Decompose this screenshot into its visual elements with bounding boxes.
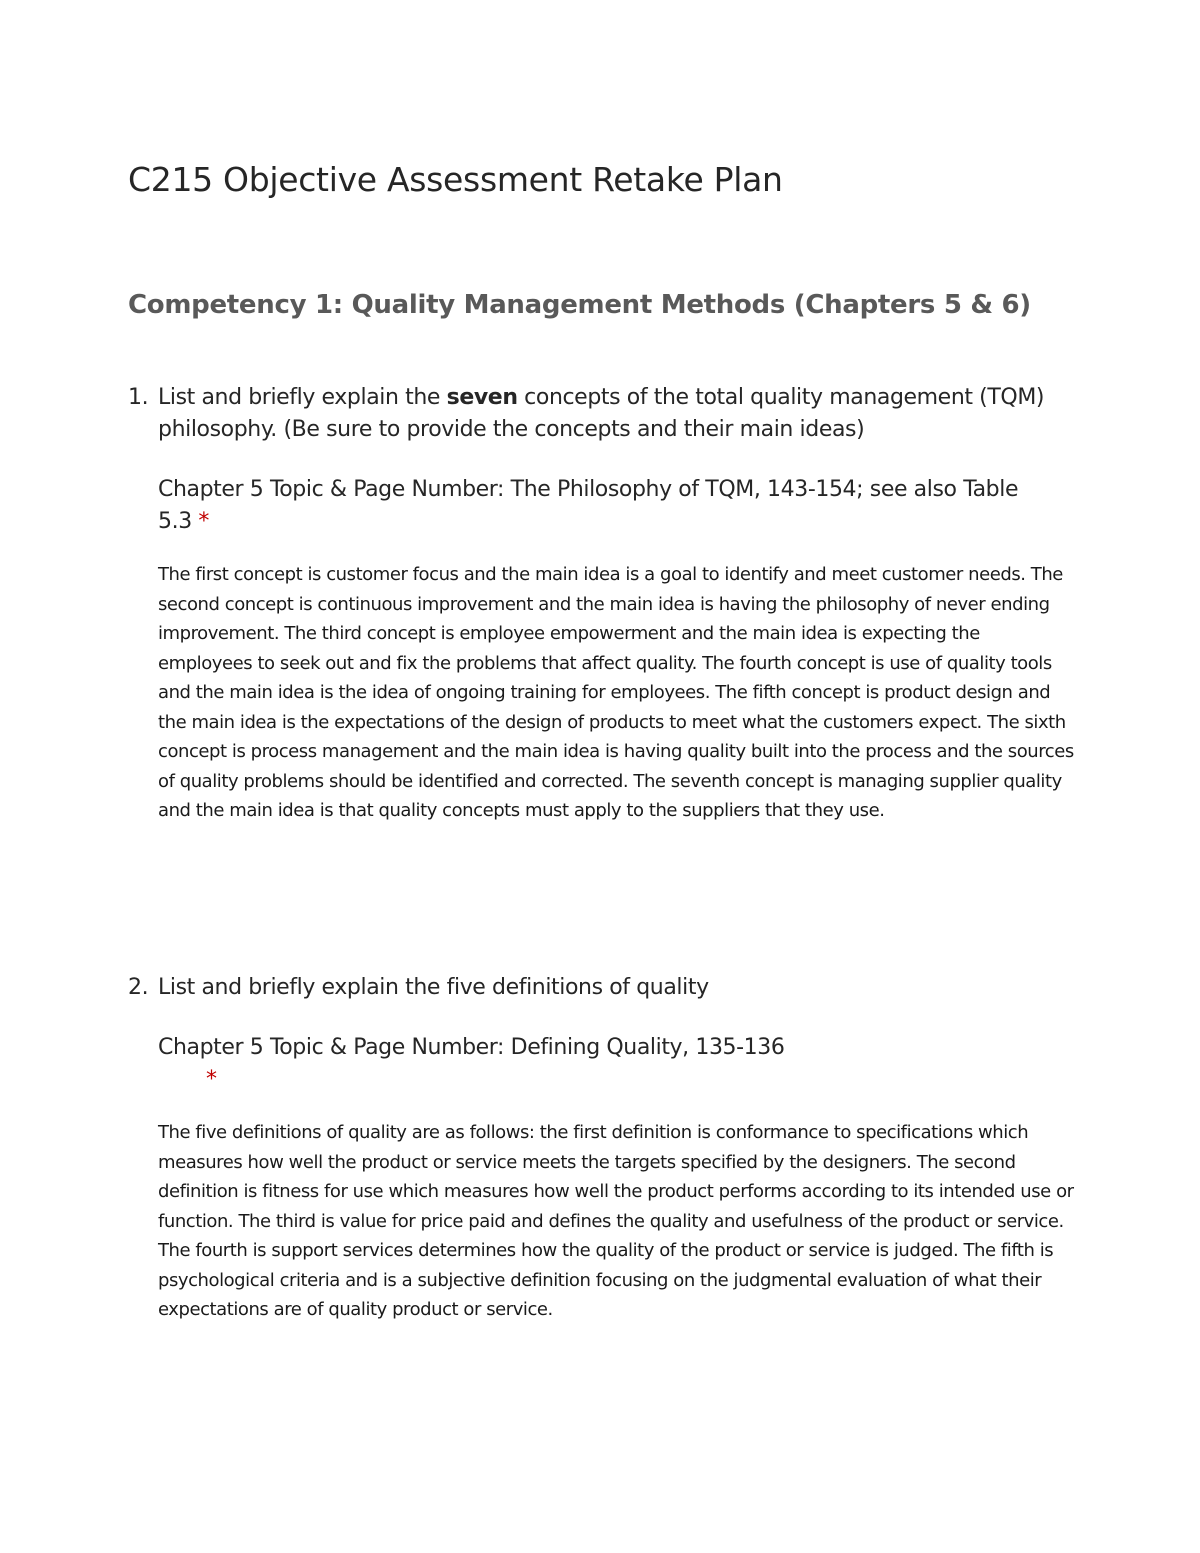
required-asterisk: * [206, 1067, 217, 1092]
question-prompt [128, 382, 1078, 414]
question-text-start: List and briefly explain the [158, 385, 447, 410]
required-asterisk: * [198, 509, 209, 534]
question-text-end: concepts of the total quality management (TQM) [517, 385, 1045, 410]
answer-paragraph: The first concept is customer focus and the main idea is a goal to identify and meet customer needs. The second concept is continuous improvement and the main idea is having the philosophy of never ending improvement. The third concept is employee empowerment and the main idea is expecting the employees to seek out and fix the problems that affect quality. The fourth concept is use of quality tools and the main idea is the idea of ongoing training for employees. The fifth concept is product design and the main idea is the expectations of the design of products to meet what the customers expect. The sixth concept is process management and the main idea is having quality built into the process and the sources of quality problems should be identified and corrected. The seventh concept is managing supplier quality and the main idea is that quality concepts must apply to the suppliers that they use. [158, 564, 1074, 821]
document-title: C215 Objective Assessment Retake Plan [128, 160, 783, 199]
competency-heading: Competency 1: Quality Management Methods (Chapters 5 & 6) [128, 290, 1031, 320]
question-1 [128, 382, 1078, 844]
question-number: 1. [128, 385, 149, 410]
question-number: 2. [128, 975, 149, 1000]
question-text-continuation: philosophy. (Be sure to provide the concepts and their main ideas) [158, 417, 865, 442]
question-prompt [128, 972, 1078, 1004]
reference-line-2-text: 5.3 [158, 509, 199, 534]
reference-line-1: Chapter 5 Topic & Page Number: The Philosophy of TQM, 143-154; see also Table [158, 477, 1019, 502]
chapter-reference [128, 474, 1078, 538]
reference-asterisk-line [158, 1064, 1078, 1096]
question-text-bold: seven [446, 385, 518, 410]
chapter-reference [128, 1032, 1078, 1096]
question-text: List and briefly explain the five definitions of quality [158, 975, 709, 1000]
reference-line-1: Chapter 5 Topic & Page Number: Defining Quality, 135-136 [158, 1035, 785, 1060]
answer-paragraph: The five definitions of quality are as follows: the first definition is conformance to specifications which measures how well the product or service meets the targets specified by the designers. The second definition is fitness for use which measures how well the product performs according to its intended use or function. The third is value for price paid and defines the quality and usefulness of the product or service. The fourth is support services determines how the quality of the product or service is judged. The fifth is psychological criteria and is a subjective definition focusing on the judgmental evaluation of what their expectations are of quality product or service. [158, 1122, 1074, 1320]
reference-line-2 [158, 506, 1078, 538]
question-2 [128, 972, 1078, 1343]
